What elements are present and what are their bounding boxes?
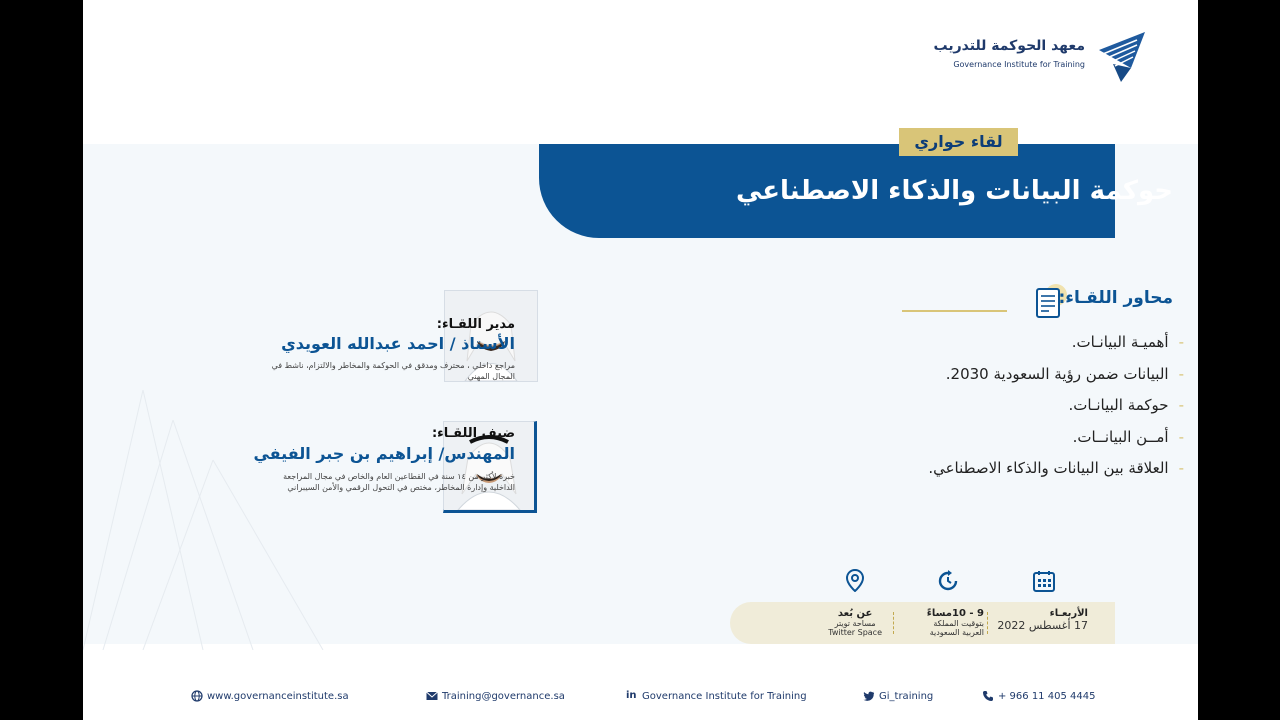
twitter-text: Gi_training	[879, 690, 934, 702]
list-item: -أهميـة البيانـات.	[1071, 333, 1184, 351]
time-info	[927, 608, 984, 637]
twitter-icon	[863, 690, 875, 702]
guest-role: ضيف اللقـاء:	[431, 426, 515, 441]
moderator-role: مدير اللقـاء:	[436, 317, 515, 332]
calendar-icon	[1032, 569, 1056, 593]
list-item: -حوكمة البيانـات.	[1068, 396, 1184, 414]
logo-english-text: Governance Institute for Training	[953, 60, 1085, 69]
email-text: Training@governance.sa	[442, 690, 565, 702]
agenda-list	[928, 333, 1184, 491]
date-info	[997, 608, 1088, 632]
event-date: 17 أغسطس 2022	[997, 619, 1088, 632]
divider	[893, 612, 894, 634]
agenda-item-text: البيانات ضمن رؤية السعودية 2030.	[945, 364, 1169, 383]
list-item: -البيانات ضمن رؤية السعودية 2030.	[945, 364, 1184, 383]
website-text: www.governanceinstitute.sa	[207, 690, 349, 702]
twitter-link[interactable]	[863, 690, 933, 702]
moderator-bio: مراجع داخلي ، محترف ومدقق في الحوكمة والمخاطر والالتزام، ناشط في المجال المهني	[271, 361, 515, 381]
linkedin-text: Governance Institute for Training	[642, 690, 807, 702]
event-day: الأربعـاء	[1049, 608, 1088, 619]
linkedin-icon: in	[626, 690, 637, 701]
agenda-item-text: حوكمة البيانـات.	[1068, 396, 1169, 414]
divider	[987, 612, 988, 634]
clock-icon	[936, 569, 960, 593]
event-place-ar: مساحة تويتر	[834, 619, 876, 628]
decorative-lines	[83, 380, 363, 650]
list-item: -أمــن البيانــات.	[1072, 427, 1184, 446]
phone-icon	[982, 690, 994, 702]
moderator-name: الأستاذ / احمد عبدالله العويدي	[281, 334, 515, 353]
logo-arabic-text: معهد الحوكمة للتدريب	[933, 38, 1085, 54]
event-time: 9 - 10مساءً	[926, 608, 984, 619]
guest-bio: خبرة لأكثر من ١٤ سنة في القطاعين العام والخاص في مجال المراجعة الداخلية وإدارة المخاطر، مختص في التحول الرقمي والأمن السيبراني	[283, 472, 515, 492]
email-link[interactable]	[426, 690, 565, 702]
agenda-heading: محاور اللقـاء:	[1058, 288, 1173, 308]
location-pin-icon	[843, 568, 867, 592]
event-type-badge: لقاء حواري	[899, 128, 1018, 156]
footer	[0, 684, 1115, 712]
agenda-underline	[902, 310, 1007, 312]
phone-text: + 966 11 405 4445	[998, 690, 1096, 702]
list-item: -العلاقة بين البيانات والذكاء الاصطناعي.	[928, 459, 1184, 477]
linkedin-link[interactable]	[626, 690, 807, 702]
guest-name: المهندس/ إبراهيم بن جبر الفيفي	[253, 444, 515, 463]
event-mode: عن بُعد	[837, 608, 873, 619]
mail-icon	[426, 690, 438, 702]
institute-logo	[933, 28, 1153, 78]
website-link[interactable]	[191, 690, 349, 702]
page-title: حوكمة البيانات والذكاء الاصطناعي	[735, 176, 1173, 206]
place-info	[828, 608, 882, 637]
time-zone-line1: بتوقيت المملكة	[933, 619, 984, 628]
time-zone-line2: العربية السعودية	[929, 628, 984, 637]
agenda-item-text: أمــن البيانــات.	[1072, 427, 1169, 446]
agenda-item-text: أهميـة البيانـات.	[1071, 333, 1169, 351]
event-place-en: Twitter Space	[828, 628, 882, 637]
governance-logo-icon	[1095, 28, 1153, 84]
globe-icon	[191, 690, 203, 702]
agenda-item-text: العلاقة بين البيانات والذكاء الاصطناعي.	[928, 459, 1169, 477]
phone-link[interactable]	[982, 690, 1095, 702]
